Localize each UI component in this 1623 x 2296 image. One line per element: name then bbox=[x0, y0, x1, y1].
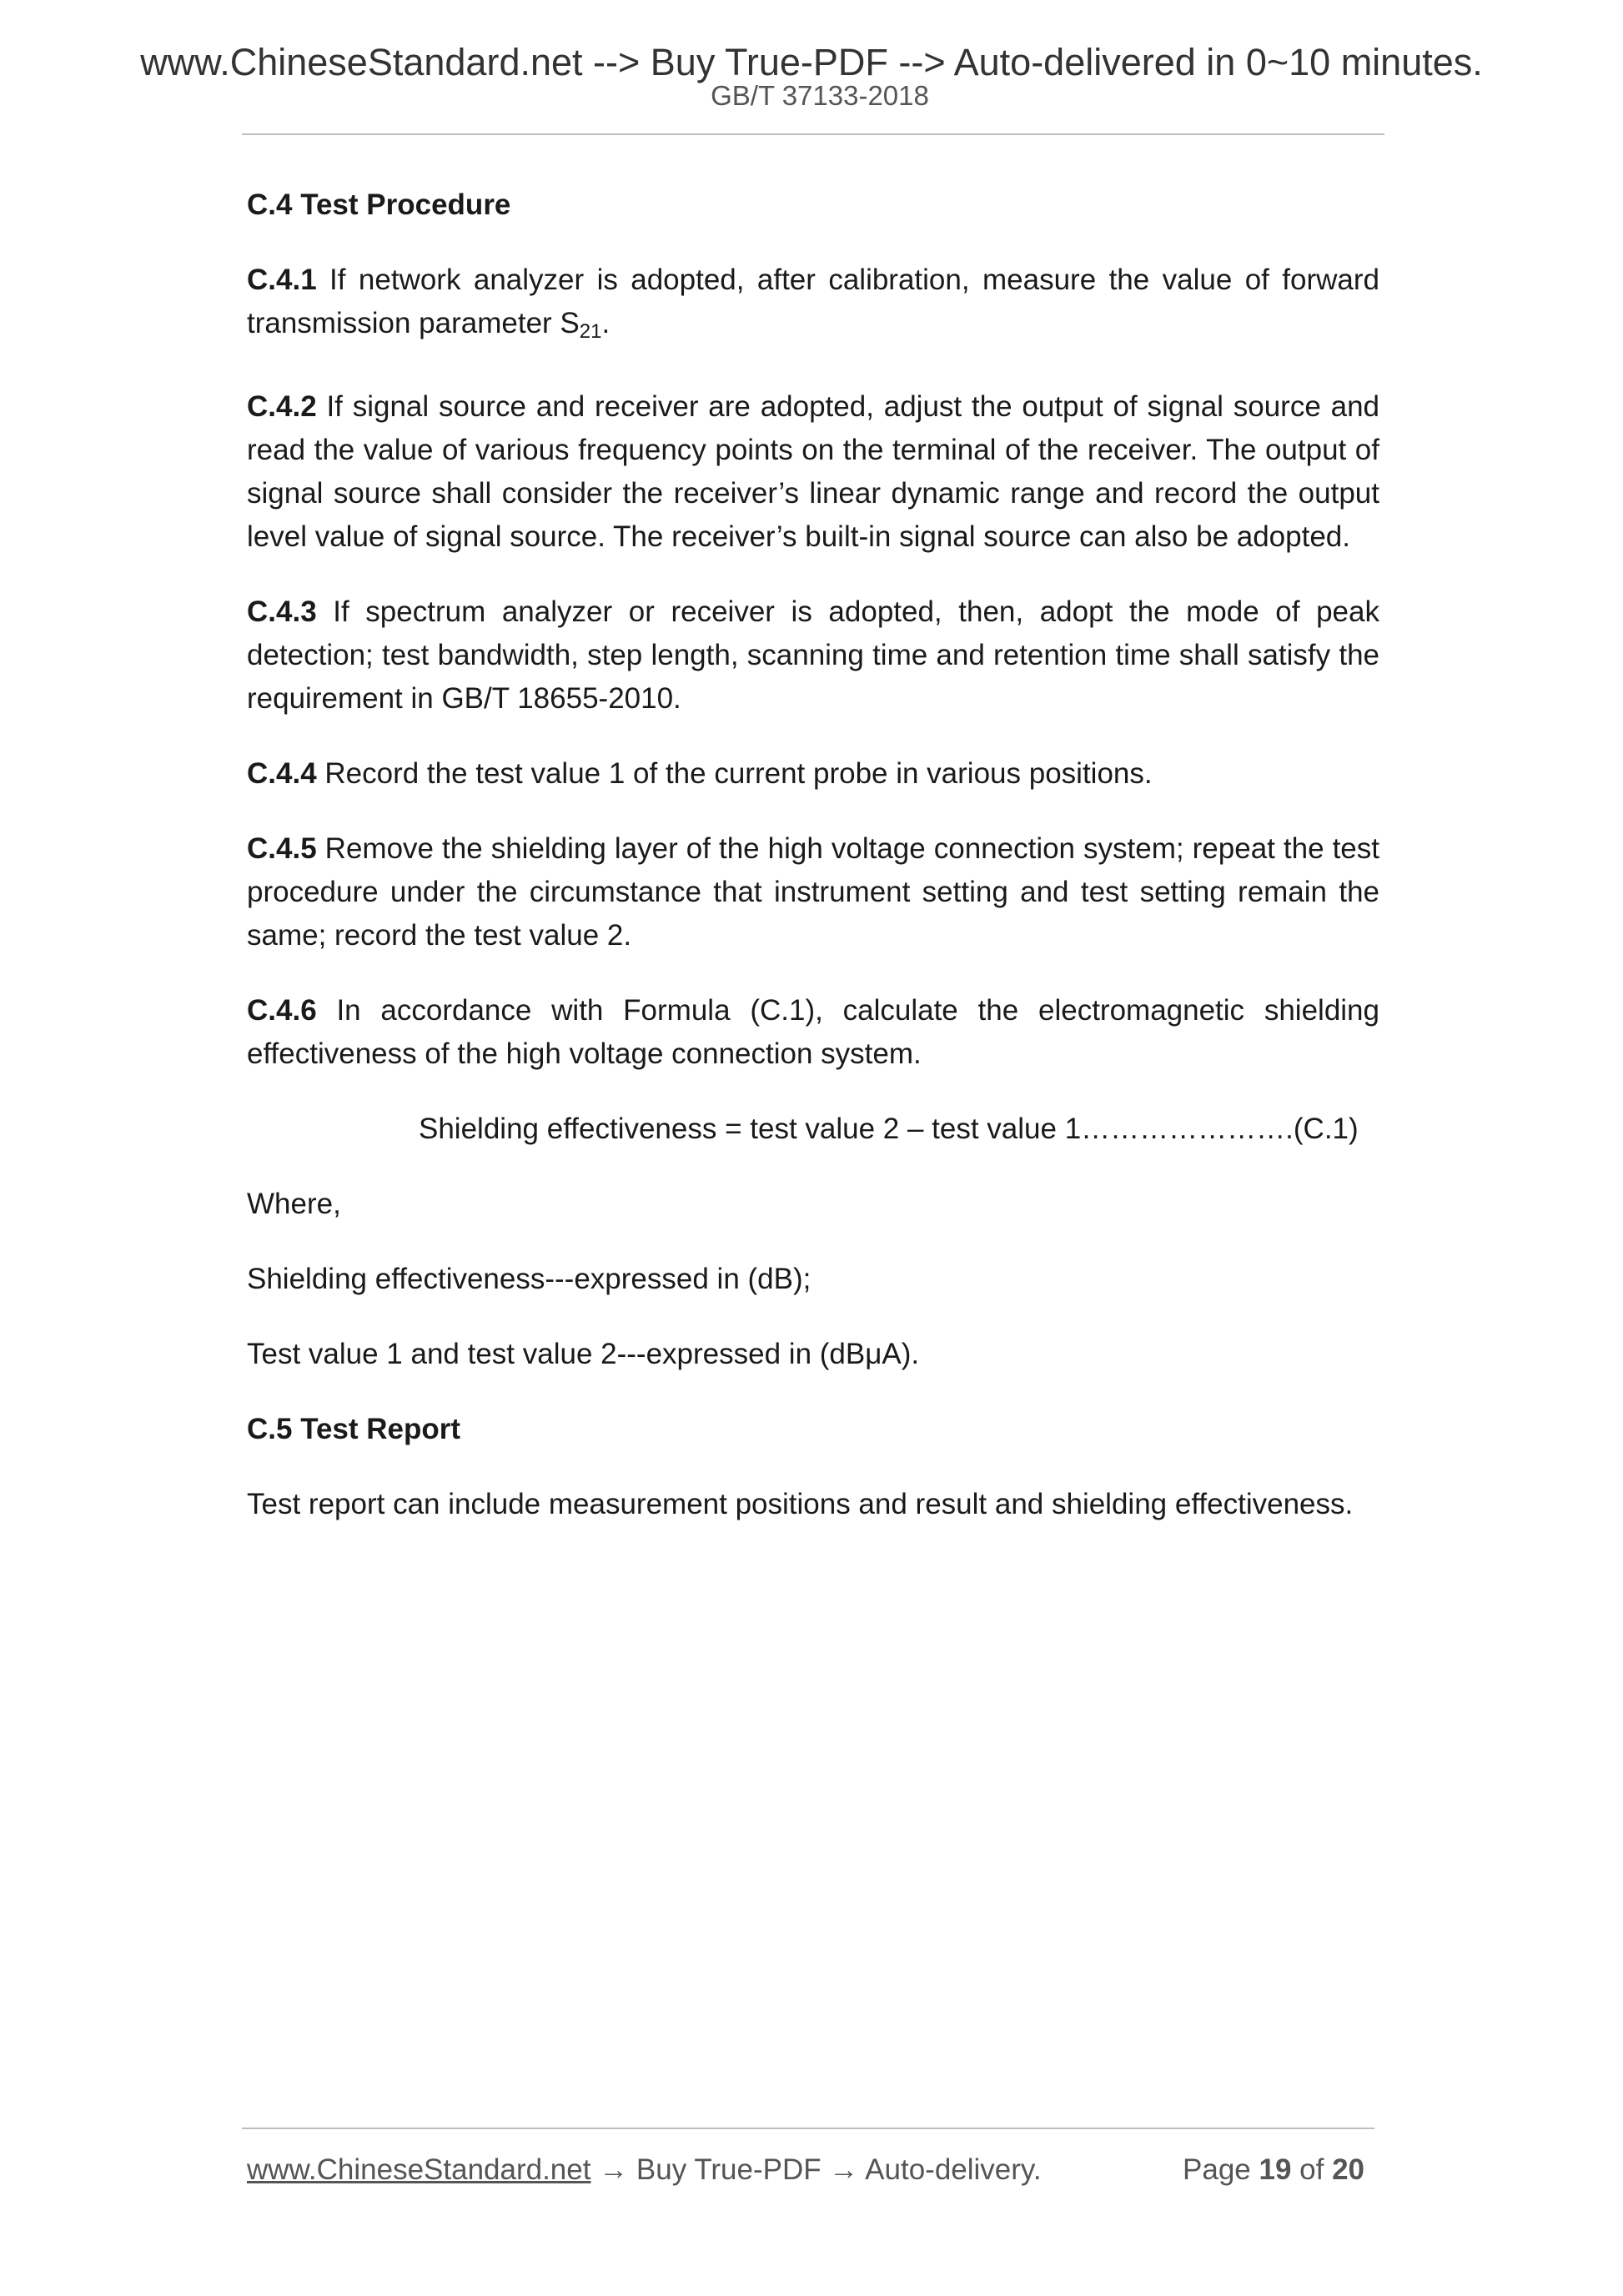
clause-c4-1 bbox=[247, 259, 1379, 354]
clause-number: C.4.4 bbox=[247, 757, 317, 790]
standard-code: GB/T 37133-2018 bbox=[711, 80, 929, 111]
clause-text-end: . bbox=[601, 307, 611, 339]
clause-text: If signal source and receiver are adopted, adjust the output of signal source and read the value of various frequency points on the terminal of the receiver. The output of signal source shall consider the receiver’s linear dynamic range and record the output level value of signal source. The receiver’s built-in signal source can also be adopted. bbox=[247, 390, 1379, 553]
clause-number: C.4.1 bbox=[247, 264, 317, 296]
page-content bbox=[247, 183, 1379, 1558]
clause-c4-4 bbox=[247, 752, 1379, 796]
clause-text: In accordance with Formula (C.1), calculate the electromagnetic shielding effectiveness of the high voltage connection system. bbox=[247, 994, 1379, 1070]
clause-c4-5 bbox=[247, 827, 1379, 957]
subscript: 21 bbox=[579, 320, 602, 343]
formula-label: (C.1) bbox=[1293, 1113, 1359, 1145]
definition-shielding: Shielding effectiveness---expressed in (dB); bbox=[247, 1263, 812, 1295]
section-heading-c4: C.4 Test Procedure bbox=[247, 188, 511, 221]
clause-c4-6 bbox=[247, 989, 1379, 1076]
formula-expression: Shielding effectiveness = test value 2 – test value 1 bbox=[419, 1113, 1082, 1145]
delivery-text: → Buy True-PDF → Auto-delivery. bbox=[590, 2153, 1042, 2186]
page-total: 20 bbox=[1332, 2153, 1364, 2186]
footer-divider bbox=[242, 2128, 1374, 2129]
footer-left bbox=[247, 2152, 1042, 2188]
page-of: of bbox=[1291, 2153, 1333, 2186]
clause-text: Record the test value 1 of the current probe in various positions. bbox=[316, 757, 1153, 790]
where-label: Where, bbox=[247, 1188, 341, 1220]
clause-number: C.4.6 bbox=[247, 994, 317, 1027]
top-banner: www.ChineseStandard.net --> Buy True-PDF --> Auto-delivered in 0~10 minutes. bbox=[140, 41, 1483, 83]
clause-number: C.4.3 bbox=[247, 595, 317, 628]
header-divider bbox=[242, 133, 1384, 135]
page-indicator bbox=[1183, 2152, 1364, 2188]
section-heading-c5: C.5 Test Report bbox=[247, 1413, 461, 1445]
website-link[interactable]: www.ChineseStandard.net bbox=[247, 2153, 591, 2186]
clause-text: If network analyzer is adopted, after calibration, measure the value of forward transmission parameter S bbox=[247, 264, 1379, 339]
clause-c4-3 bbox=[247, 590, 1379, 721]
clause-text: If spectrum analyzer or receiver is adopted, then, adopt the mode of peak detection; test bandwidth, step length, scanning time and retention time shall satisfy the requirement in GB/T 18655-2010. bbox=[247, 595, 1379, 715]
definition-test-values: Test value 1 and test value 2---expressed in (dBμA). bbox=[247, 1338, 920, 1370]
page-current: 19 bbox=[1259, 2153, 1292, 2186]
clause-text: Remove the shielding layer of the high voltage connection system; repeat the test procedure under the circumstance that instrument setting and test setting remain the same; record the test value 2. bbox=[247, 832, 1379, 952]
clause-number: C.4.2 bbox=[247, 390, 317, 423]
formula-dots: …………………. bbox=[1081, 1113, 1294, 1145]
formula-c1 bbox=[247, 1108, 1379, 1151]
clause-c5-text: Test report can include measurement positions and result and shielding effectiveness. bbox=[247, 1488, 1354, 1520]
clause-c4-2 bbox=[247, 385, 1379, 559]
page-label: Page bbox=[1183, 2153, 1259, 2186]
clause-number: C.4.5 bbox=[247, 832, 317, 865]
